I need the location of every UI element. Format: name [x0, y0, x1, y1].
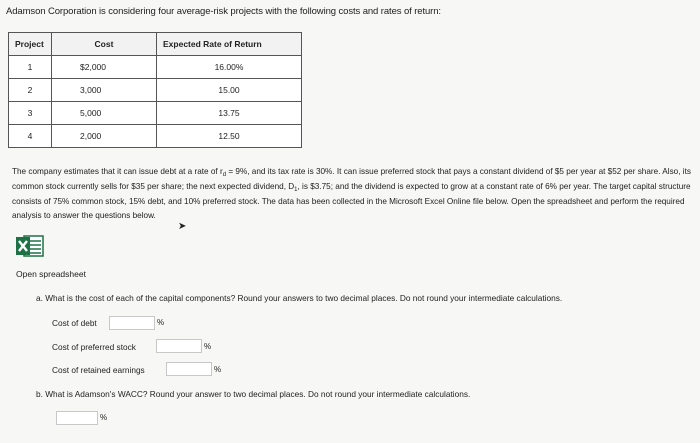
cost-of-debt-input[interactable] [109, 316, 155, 330]
cell-project: 4 [9, 125, 52, 148]
cell-cost: 5,000 [52, 102, 157, 125]
table-row [9, 56, 302, 79]
cell-cost: $2,000 [52, 56, 157, 79]
table-header-row [9, 33, 302, 56]
question-b: b. What is Adamson's WACC? Round your answer to two decimal places. Do not round your intermediate calculations. [36, 389, 471, 399]
cell-project: 1 [9, 56, 52, 79]
cost-of-debt-label: Cost of debt [52, 318, 97, 328]
cost-of-retained-label: Cost of retained earnings [52, 365, 145, 375]
wacc-input[interactable] [56, 411, 98, 425]
question-a: a. What is the cost of each of the capital components? Round your answers to two decimal places. Do not round your intermediate calculations. [36, 293, 563, 303]
cost-of-preferred-label: Cost of preferred stock [52, 342, 136, 352]
cost-of-debt-percent: % [157, 318, 165, 327]
projects-table [8, 32, 302, 148]
header-rate: Expected Rate of Return [157, 33, 302, 56]
para-text-2: = 9%, and its tax rate is 30%. It can issue preferred stock that pays a constant dividend of $5 per year at $52 per share. Also, its common stock currently sells for $35 per share; the next expected dividend, D [12, 167, 691, 191]
subscript-d: d [222, 172, 227, 178]
para-text-3: , is $3.75; and the dividend is expected to grow at a constant rate of 6% per year. The target capital structure consists of 75% common stock, 15% debt, and 10% preferred stock. The data has been collected in the Microsoft Excel Online file below. Open the spreadsheet and perform the required analysis to answer the questions below. [12, 182, 691, 220]
wacc-percent: % [100, 413, 108, 422]
cell-rate: 16.00% [157, 56, 302, 79]
mouse-cursor-icon: ➤ [178, 221, 187, 232]
cost-of-preferred-input[interactable] [156, 339, 202, 353]
cost-of-retained-percent: % [214, 365, 222, 374]
cell-rate: 15.00 [157, 79, 302, 102]
cell-cost: 2,000 [52, 125, 157, 148]
table-row [9, 79, 302, 102]
subscript-1: 1 [294, 187, 298, 193]
cell-project: 3 [9, 102, 52, 125]
cell-rate: 12.50 [157, 125, 302, 148]
header-project: Project [9, 33, 52, 56]
intro-text: Adamson Corporation is considering four average-risk projects with the following costs and rates of return: [6, 6, 441, 17]
header-cost: Cost [52, 33, 157, 56]
para-text-1: The company estimates that it can issue debt at a rate of r [12, 167, 223, 176]
cost-of-retained-input[interactable] [166, 362, 212, 376]
excel-icon[interactable] [16, 234, 44, 258]
problem-paragraph [12, 165, 692, 223]
table-row [9, 125, 302, 148]
open-spreadsheet-link[interactable]: Open spreadsheet [16, 269, 86, 279]
table-row [9, 102, 302, 125]
cell-rate: 13.75 [157, 102, 302, 125]
cost-of-preferred-percent: % [204, 342, 212, 351]
cell-cost: 3,000 [52, 79, 157, 102]
cell-project: 2 [9, 79, 52, 102]
